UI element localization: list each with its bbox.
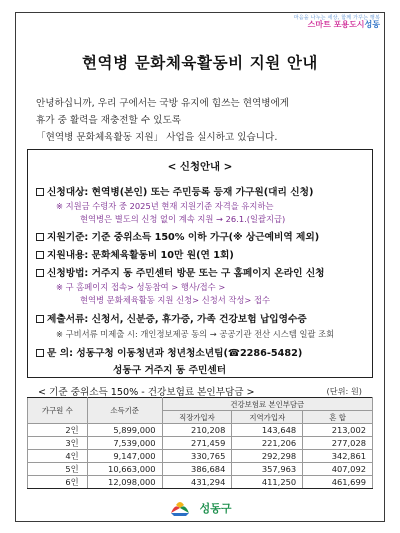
cell-employee: 431,294 (162, 476, 232, 489)
notice-method: 신청방법: 거주지 동 주민센터 방문 또는 구 홈페이지 온라인 신청 (36, 265, 325, 279)
checkbox-icon (36, 188, 44, 196)
cell-household: 4인 (28, 450, 88, 463)
header-income: 소득기준 (87, 398, 162, 424)
checkbox-icon (36, 269, 44, 277)
checkbox-icon (36, 315, 44, 323)
seongdong-logo (0, 497, 400, 517)
table-unit: (단위: 원) (326, 386, 362, 396)
cell-mixed: 342,861 (303, 450, 373, 463)
notice-target-note: ※ 지원금 수령자 중 2025년 현재 지원기준 자격을 유지하는 (56, 201, 274, 211)
seongdong-name: 성동구 (199, 501, 232, 515)
checkbox-icon (36, 349, 44, 357)
table-row (28, 437, 373, 450)
intro-line-3: 「현역병 문화체육활동 지원」 사업을 실시하고 있습니다. (36, 132, 278, 143)
cell-household: 2인 (28, 424, 88, 437)
header-regional: 지역가입자 (232, 411, 303, 424)
table-row (28, 424, 373, 437)
header-premium: 건강보험료 본인부담금 (162, 398, 372, 411)
brand-name (294, 21, 380, 29)
seongdong-emblem-icon (169, 499, 191, 517)
cell-income: 7,539,000 (87, 437, 162, 450)
cell-employee: 271,459 (162, 437, 232, 450)
table-row (28, 450, 373, 463)
cell-mixed: 277,028 (303, 437, 373, 450)
notice-documents: 제출서류: 신청서, 신분증, 휴가증, 가족 건강보험 납입영수증 (36, 311, 307, 325)
cell-mixed: 407,092 (303, 463, 373, 476)
notice-contact-cont: 성동구 거주지 동 주민센터 (113, 365, 227, 376)
table-title: < 기준 중위소득 150% - 건강보험료 본인부담금 > (38, 387, 255, 398)
header-household: 가구원 수 (28, 398, 88, 424)
notice-contact: 문 의: 성동구청 이동청년과 청년청소년팀(☎2286-5482) (36, 345, 302, 359)
cell-income: 10,663,000 (87, 463, 162, 476)
brand-name-pink: 스마트 포용도시 (307, 20, 365, 29)
cell-employee: 210,208 (162, 424, 232, 437)
cell-regional: 143,648 (232, 424, 303, 437)
notice-method-note: ※ 구 홈페이지 접속> 성동참여 > 행사/접수 > (56, 282, 226, 292)
cell-mixed: 461,699 (303, 476, 373, 489)
cell-regional: 292,298 (232, 450, 303, 463)
notice-target: 신청대상: 현역병(본인) 또는 주민등록 등재 가구원(대리 신청) (36, 184, 313, 198)
application-notice-box (27, 149, 373, 378)
checkbox-icon (36, 233, 44, 241)
income-table (27, 397, 373, 489)
intro-line-2: 휴가 중 활력을 재충전할 수 있도록 (36, 115, 181, 126)
checkbox-icon (36, 251, 44, 259)
notice-criteria: 지원기준: 기준 중위소득 150% 이하 가구(※ 상근예비역 제외) (36, 229, 319, 243)
cell-mixed: 213,002 (303, 424, 373, 437)
notice-content: 지원내용: 문화체육활동비 10만 원(연 1회) (36, 247, 234, 261)
cell-employee: 386,684 (162, 463, 232, 476)
intro-line-1: 안녕하십니까, 우리 구에서는 국방 유지에 힘쓰는 현역병에게 (36, 98, 290, 109)
cell-household: 6인 (28, 476, 88, 489)
page-title: 현역병 문화체육활동비 지원 안내 (81, 54, 318, 72)
cell-income: 9,147,000 (87, 450, 162, 463)
cell-regional: 411,250 (232, 476, 303, 489)
cell-household: 3인 (28, 437, 88, 450)
notice-method-note-cont: 현역병 문화체육활동 지원 신청> 신청서 작성> 접수 (80, 295, 271, 305)
cell-regional: 357,963 (232, 463, 303, 476)
notice-heading: < 신청안내 > (167, 161, 233, 173)
cell-income: 5,899,000 (87, 424, 162, 437)
intro-text (36, 95, 366, 146)
brand-name-blue: 성동 (364, 20, 380, 29)
notice-documents-note: ※ 구비서류 미제출 시: 개인정보제공 동의 → 공공기관 전산 시스템 일괄 조회 (56, 329, 335, 339)
header-mixed: 혼 합 (303, 411, 373, 424)
header-employee: 직장가입자 (162, 411, 232, 424)
brand-slogan: 마음을 나누는 세상, 함께 가꾸는 행복 (293, 15, 380, 21)
cell-income: 12,098,000 (87, 476, 162, 489)
cell-employee: 330,765 (162, 450, 232, 463)
table-row (28, 463, 373, 476)
cell-regional: 221,206 (232, 437, 303, 450)
brand-logo (294, 16, 380, 29)
notice-target-note-cont: 현역병은 별도의 신청 없이 계속 지원 → 26.1.(일괄지급) (80, 214, 286, 224)
cell-household: 5인 (28, 463, 88, 476)
table-row (28, 476, 373, 489)
